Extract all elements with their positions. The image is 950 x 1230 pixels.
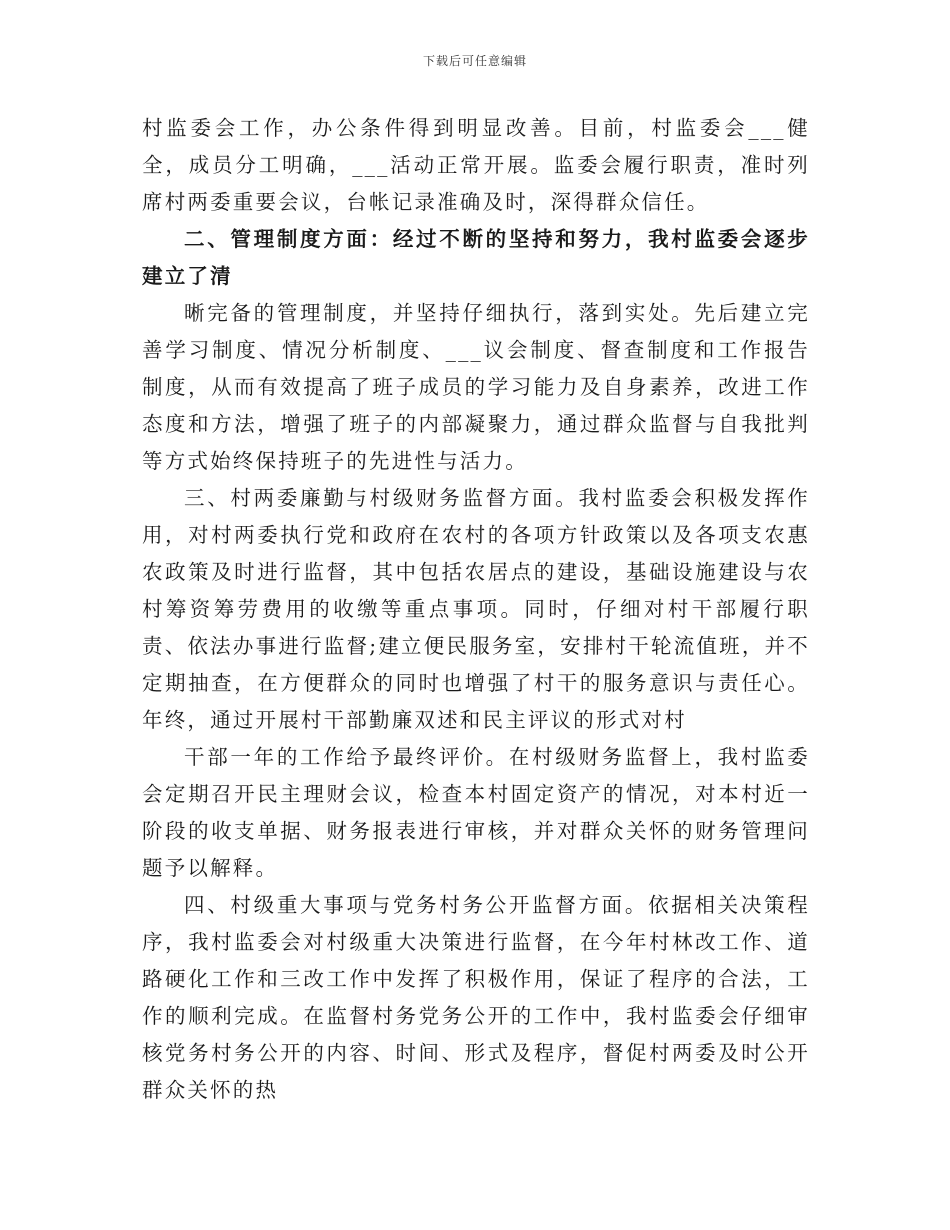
section-heading-2: 二、管理制度方面：经过不断的坚持和努力，我村监委会逐步建立了清 bbox=[142, 227, 810, 288]
paragraph-5: 干部一年的工作给予最终评价。在村级财务监督上，我村监委会定期召开民主理财会议，检查本村固定资产的情况，对本村近一阶段的收支单据、财务报表进行审核，并对群众关怀的财务管理问题予以解释。 bbox=[142, 745, 810, 880]
document-body bbox=[142, 110, 810, 1109]
paragraph-1: 村监委会工作，办公条件得到明显改善。目前，村监委会___健全，成员分工明确，___活动正常开展。监委会履行职责，准时列席村两委重要会议，台帐记录准确及时，深得群众信任。 bbox=[142, 116, 810, 214]
section-paragraph-4: 四、村级重大事项与党务村务公开监督方面。依据相关决策程序，我村监委会对村级重大决策进行监督，在今年村林改工作、道路硬化工作和三改工作中发挥了积极作用，保证了程序的合法，工作的顺利完成。在监督村务党务公开的工作中，我村监委会仔细审核党务村务公开的内容、时间、形式及程序，督促村两委及时公开群众关怀的热 bbox=[142, 893, 810, 1102]
paragraph-3: 晰完备的管理制度，并坚持仔细执行，落到实处。先后建立完善学习制度、情况分析制度、___议会制度、督查制度和工作报告制度，从而有效提高了班子成员的学习能力及自身素养，改进工作态度和方法，增强了班子的内部凝聚力，通过群众监督与自我批判等方式始终保持班子的先进性与活力。 bbox=[142, 301, 810, 473]
page-header: 下载后可任意编辑 bbox=[422, 54, 527, 68]
section-paragraph-3: 三、村两委廉勤与村级财务监督方面。我村监委会积极发挥作用，对村两委执行党和政府在农村的各项方针政策以及各项支农惠农政策及时进行监督，其中包括农居点的建设，基础设施建设与农村筹资筹劳费用的收缴等重点事项。同时，仔细对村干部履行职责、依法办事进行监督;建立便民服务室，安排村干轮流值班，并不定期抽查，在方便群众的同时也增强了村干的服务意识与责任心。年终，通过开展村干部勤廉双述和民主评议的形式对村 bbox=[142, 486, 810, 732]
